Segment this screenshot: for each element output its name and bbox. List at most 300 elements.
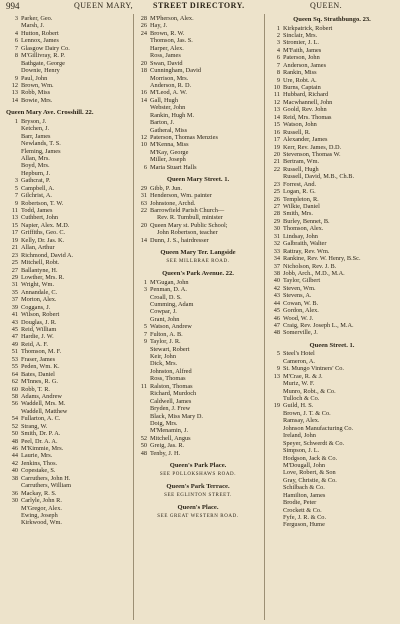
house-number: 46: [273, 314, 280, 322]
house-number: 10: [140, 141, 147, 149]
street-heading: Queen's Park Terrace.: [166, 483, 230, 491]
directory-entry: [135, 450, 261, 457]
directory-entry: [135, 89, 261, 96]
house-number: 23: [273, 180, 280, 188]
directory-entry: [135, 360, 261, 367]
resident-name: M'Gillivray, R. P.: [21, 52, 65, 60]
house-number: 25: [11, 259, 18, 267]
directory-entry: [6, 333, 132, 340]
directory-entry: [135, 316, 261, 323]
house-number: 19: [273, 402, 280, 410]
directory-entry: [6, 67, 132, 74]
resident-name: Ross, Thomas: [150, 375, 186, 383]
directory-entry: [135, 134, 261, 141]
resident-name: Somerville, J.: [283, 329, 318, 337]
directory-entry: [6, 400, 132, 407]
house-number: 26: [273, 195, 280, 203]
resident-name: Gray, Christie, & Co.: [283, 476, 337, 484]
house-number: 9: [14, 199, 18, 207]
directory-entry: [268, 307, 396, 314]
resident-name: M'Gregor, Alex.: [21, 504, 62, 512]
house-number: 50: [140, 442, 147, 450]
house-number: 48: [140, 449, 147, 457]
house-number: 8: [276, 69, 280, 77]
house-number: 5: [143, 323, 147, 331]
house-number: 43: [273, 292, 280, 300]
house-number: 36: [11, 489, 18, 497]
resident-name: Rev. R. Turnbull, minister: [157, 214, 223, 222]
directory-entry: [6, 415, 132, 422]
directory-entry: [6, 438, 132, 445]
directory-entry: [268, 39, 396, 46]
resident-name: Crockett & Co.: [283, 506, 322, 514]
directory-entry: [6, 155, 132, 162]
house-number: 54: [11, 415, 18, 423]
house-number: 12: [140, 134, 147, 141]
directory-entry: [6, 30, 132, 37]
directory-entry: [6, 311, 132, 318]
directory-entry: [268, 255, 396, 262]
resident-name: M'Kimmie, Mrs.: [21, 445, 64, 452]
directory-entry: [6, 170, 132, 177]
house-number: 41: [11, 311, 18, 319]
resident-name: Ireland, John: [283, 432, 316, 440]
directory-entry: [6, 214, 132, 221]
house-number: 4: [14, 29, 18, 37]
resident-name: Henderson, Wm. painter: [150, 192, 212, 200]
resident-name: Taylor, Gilbert: [283, 277, 321, 285]
directory-entry: [135, 229, 261, 236]
resident-name: Hay, J.: [150, 22, 168, 30]
directory-entry: [268, 521, 396, 528]
directory-entry: [6, 519, 132, 526]
directory-entry: [268, 270, 396, 277]
directory-entry: [268, 432, 396, 439]
house-number: 28: [273, 210, 280, 218]
directory-entry: [268, 499, 396, 506]
house-number: 10: [273, 84, 280, 91]
resident-name: Marsh, J.: [21, 22, 45, 30]
directory-entry: [268, 455, 396, 462]
house-number: 7: [276, 61, 280, 69]
resident-name: Ferguson, Hume: [283, 521, 325, 529]
house-number: 14: [140, 96, 147, 104]
directory-entry: [135, 82, 261, 89]
directory-entry: [268, 32, 396, 39]
house-number: 3: [14, 177, 18, 185]
house-number: 37: [11, 296, 18, 304]
directory-entry: [6, 75, 132, 82]
resident-name: Jenkins, Thos.: [21, 459, 58, 467]
resident-name: Rattray, Rev. Wm.: [283, 247, 330, 255]
house-number: 9: [14, 74, 18, 82]
house-number: 12: [273, 98, 280, 106]
directory-entry: [135, 279, 261, 286]
house-number: 44: [273, 299, 280, 307]
resident-name: Anderson, James: [283, 61, 327, 69]
directory-entry: [6, 140, 132, 147]
resident-name: Speyer, Schwerdt & Co.: [283, 439, 345, 447]
street-heading: Queen Mary Street. 1.: [166, 176, 230, 184]
page-number: 994: [6, 1, 20, 11]
resident-name: Robb, T. R.: [21, 385, 50, 393]
resident-name: Thomson, Jas. S.: [150, 37, 193, 45]
directory-entry: [268, 492, 396, 499]
street-heading: Queen's Park Place.: [169, 462, 227, 470]
house-number: 4: [276, 46, 280, 54]
resident-name: Sinclair, Mrs.: [283, 31, 318, 39]
resident-name: Thomson, Alex.: [283, 225, 324, 233]
directory-entry: [135, 301, 261, 308]
house-number: 15: [11, 221, 18, 229]
resident-name: Ralston, Thomas: [150, 382, 193, 390]
directory-entry: [268, 315, 396, 322]
resident-name: Caldwell, James: [150, 397, 192, 405]
directory-entry: [6, 304, 132, 311]
resident-name: Coggans, J.: [21, 303, 51, 311]
house-number: 64: [11, 370, 18, 378]
resident-name: Gibb, P. Jun.: [150, 184, 183, 192]
directory-entry: [268, 173, 396, 180]
resident-name: M'Dougall, John: [283, 461, 326, 469]
resident-name: Stevens, A.: [283, 292, 312, 300]
resident-name: Queen Mary st. Public School;: [150, 221, 228, 229]
resident-name: Fullarton, A. C.: [21, 415, 61, 423]
resident-name: Paterson, John: [283, 54, 320, 62]
resident-name: Gatheral, Miss: [150, 126, 188, 134]
resident-name: Bryden, J. Frew: [150, 405, 191, 413]
directory-entry: [135, 442, 261, 449]
directory-entry: [135, 185, 261, 192]
resident-name: Robertson, T. W.: [21, 199, 64, 207]
directory-column-3: [268, 15, 396, 529]
house-number: 11: [140, 382, 147, 390]
resident-name: Reid, William: [21, 326, 57, 333]
directory-entry: [268, 373, 396, 380]
directory-entry: [6, 289, 132, 296]
directory-entry: [268, 322, 396, 329]
house-number: 19: [11, 236, 18, 244]
house-number: 47: [11, 333, 18, 341]
resident-name: Rankine, Rev. W. Henry, B.Sc.: [283, 255, 361, 263]
resident-name: Wright, Wm.: [21, 281, 55, 289]
resident-name: Allan, Mrs.: [21, 154, 50, 162]
directory-entry: [6, 326, 132, 333]
directory-entry: [268, 300, 396, 307]
house-number: 30: [11, 497, 18, 505]
directory-column-2: [135, 15, 261, 520]
directory-entry: [268, 203, 396, 210]
resident-name: M'Pherson, Alex.: [150, 15, 194, 22]
directory-entry: [6, 460, 132, 467]
directory-entry: [268, 129, 396, 136]
see-reference: SEE POLLOKSHAWS ROAD.: [159, 471, 237, 477]
directory-entry: [6, 200, 132, 207]
house-number: 63: [140, 199, 147, 207]
directory-entry: [6, 482, 132, 489]
directory-entry: [268, 507, 396, 514]
house-number: 14: [11, 96, 18, 104]
directory-entry: [6, 82, 132, 89]
resident-name: Guild, H. S.: [283, 402, 314, 410]
house-number: 8: [14, 52, 18, 60]
directory-entry: [6, 148, 132, 155]
resident-name: Hutton, Robert: [21, 29, 59, 37]
resident-name: Wood, W. J.: [283, 314, 314, 322]
resident-name: Bathgate, George: [21, 59, 65, 67]
house-number: 16: [273, 128, 280, 136]
resident-name: Annandale, C.: [21, 288, 58, 296]
resident-name: Jobb, Arch., M.D., M.A.: [283, 269, 345, 277]
directory-entry: [268, 402, 396, 409]
header-title: STREET DIRECTORY.: [153, 1, 245, 10]
directory-entry: [6, 319, 132, 326]
resident-name: Gathcrat, P.: [21, 177, 51, 185]
resident-name: Greig, Jas. R.: [150, 442, 185, 450]
directory-column-1: [6, 15, 132, 527]
directory-entry: [268, 365, 396, 372]
resident-name: Watson, John: [283, 121, 317, 129]
resident-name: Johnson Manufacturing Co.: [283, 424, 354, 432]
directory-entry: [6, 475, 132, 482]
directory-entry: [6, 386, 132, 393]
directory-entry: [6, 497, 132, 504]
resident-name: Russell, David, M.B., Ch.B.: [283, 173, 355, 181]
directory-entry: [6, 356, 132, 363]
directory-entry: [6, 118, 132, 125]
directory-entry: [6, 222, 132, 229]
house-number: 21: [11, 244, 18, 252]
house-number: 31: [140, 192, 147, 200]
directory-entry: [268, 329, 396, 336]
resident-name: Paterson, Thomas Menzies: [150, 134, 218, 141]
directory-entry: [6, 296, 132, 303]
resident-name: Peel, Dr. A. A.: [21, 437, 58, 445]
house-number: 40: [273, 277, 280, 285]
resident-name: Gordon, Alex.: [283, 307, 319, 315]
house-number: 7: [14, 192, 18, 200]
resident-name: Laurie, Mrs.: [21, 452, 53, 460]
house-number: 9: [276, 365, 280, 373]
directory-entry: [268, 417, 396, 424]
resident-name: Goold, Rev. John: [283, 106, 327, 114]
resident-name: Rankin, Hugh M.: [150, 111, 195, 119]
house-number: 38: [273, 269, 280, 277]
directory-entry: [268, 425, 396, 432]
directory-entry: [6, 423, 132, 430]
resident-name: Johnston, Alfred: [150, 367, 192, 375]
directory-entry: [6, 378, 132, 385]
resident-name: Fleming, James: [21, 147, 61, 155]
street-heading: Queen Sq. Strathbungo. 23.: [293, 16, 371, 23]
directory-entry: [268, 47, 396, 54]
directory-entry: [268, 462, 396, 469]
resident-name: Ballantyne, H.: [21, 266, 58, 274]
directory-entry: [135, 67, 261, 74]
directory-entry: [135, 427, 261, 434]
resident-name: Strang, W.: [21, 422, 48, 430]
directory-entry: [135, 60, 261, 67]
directory-entry: [268, 99, 396, 106]
resident-name: Newlands, T. S.: [21, 140, 61, 148]
directory-entry: [268, 380, 396, 387]
resident-name: Lowther, Mrs. R.: [21, 273, 65, 281]
directory-entry: [268, 54, 396, 61]
resident-name: Bowie, Mrs.: [21, 96, 53, 104]
house-number: 22: [273, 165, 280, 173]
resident-name: Maria Stuart Halls: [150, 163, 197, 171]
directory-entry: [6, 371, 132, 378]
house-number: 9: [143, 338, 147, 346]
directory-entry: [268, 447, 396, 454]
house-number: 55: [11, 363, 18, 371]
house-number: 62: [11, 378, 18, 386]
resident-name: Cunningham, David: [150, 67, 202, 75]
directory-entry: [135, 104, 261, 111]
resident-name: Cameron, A.: [283, 357, 316, 365]
resident-name: Morton, Alex.: [21, 296, 57, 304]
directory-entry: [268, 484, 396, 491]
resident-name: Tulloch & Co.: [283, 395, 320, 402]
directory-entry: [135, 37, 261, 44]
directory-entry: [135, 346, 261, 353]
resident-name: Wilkie, Daniel: [283, 203, 320, 210]
resident-name: Brodie, Peter: [283, 499, 317, 507]
directory-entry: [135, 435, 261, 442]
resident-name: Richmond, David A.: [21, 251, 74, 259]
house-number: 27: [273, 203, 280, 210]
house-number: 1: [276, 24, 280, 32]
directory-entry: [268, 62, 396, 69]
directory-entry: [6, 445, 132, 452]
house-number: 7: [14, 44, 18, 52]
house-number: 1: [143, 278, 147, 286]
resident-name: Bates, Daniel: [21, 370, 55, 378]
resident-name: Kirkpatrick, Robert: [283, 24, 333, 32]
house-number: 38: [11, 474, 18, 482]
house-number: 3: [276, 39, 280, 47]
directory-entry: [6, 512, 132, 519]
directory-entry: [6, 252, 132, 259]
directory-entry: [6, 125, 132, 132]
house-number: 26: [140, 22, 147, 30]
resident-name: Mitchell, Robt.: [21, 259, 60, 267]
house-number: 49: [11, 340, 18, 348]
house-number: 18: [140, 67, 147, 75]
directory-entry: [268, 106, 396, 113]
house-number: 6: [14, 37, 18, 45]
directory-entry: [135, 383, 261, 390]
directory-entry: [6, 490, 132, 497]
directory-entry: [135, 200, 261, 207]
resident-name: Ketchen, J.: [21, 125, 50, 133]
directory-entry: [268, 292, 396, 299]
house-number: 31: [11, 281, 18, 289]
house-number: 16: [140, 89, 147, 97]
directory-entry: [135, 52, 261, 59]
house-number: 11: [273, 91, 280, 99]
resident-name: Ewing, Joseph: [21, 511, 58, 519]
resident-name: Love, Robert, & Son: [283, 469, 336, 477]
house-number: 9: [276, 76, 280, 84]
directory-entry: [268, 144, 396, 151]
house-number: 29: [273, 217, 280, 225]
resident-name: Black, Miss Mary D.: [150, 412, 203, 420]
directory-entry: [135, 97, 261, 104]
directory-entry: [268, 121, 396, 128]
see-reference: SEE EGLINTON STREET.: [164, 492, 232, 498]
resident-name: Barr, James: [21, 132, 51, 140]
house-number: 15: [273, 121, 280, 129]
house-number: 37: [273, 262, 280, 270]
resident-name: Carruthers, William: [21, 482, 71, 490]
resident-name: Watson, Andrew: [150, 323, 192, 331]
resident-name: Russell, R.: [283, 128, 311, 136]
house-number: 43: [11, 318, 18, 326]
resident-name: Todd, James: [21, 207, 53, 214]
directory-entry: [135, 413, 261, 420]
resident-name: Ure, Robt. A.: [283, 76, 317, 84]
house-number: 47: [273, 322, 280, 329]
house-number: 42: [11, 459, 18, 467]
directory-entry: [135, 420, 261, 427]
directory-entry: [135, 390, 261, 397]
directory-entry: [6, 133, 132, 140]
house-number: 2: [276, 31, 280, 39]
resident-name: Ramsay, Alex.: [283, 417, 320, 425]
house-number: 27: [11, 266, 18, 274]
house-number: 51: [11, 348, 18, 356]
resident-name: Robb, Miss: [21, 89, 51, 97]
resident-name: Downie, Henry: [21, 67, 60, 75]
resident-name: Douglas, J. R.: [21, 318, 57, 326]
resident-name: Cuthbert, John: [21, 214, 59, 222]
house-number: 30: [273, 225, 280, 233]
running-header: [4, 0, 394, 12]
directory-entry: [268, 388, 396, 395]
house-number: 29: [11, 273, 18, 281]
directory-entry: [6, 274, 132, 281]
resident-name: M'Kenna, Miss: [150, 141, 189, 149]
house-number: 3: [14, 15, 18, 22]
street-heading: Queen Street. 1.: [309, 341, 355, 349]
street-heading: Queen's Park Avenue. 22.: [162, 270, 234, 278]
house-number: 28: [140, 15, 147, 22]
directory-entry: [135, 141, 261, 148]
house-number: 44: [11, 452, 18, 460]
resident-name: Waddell, Matthew: [21, 407, 68, 415]
house-number: 34: [273, 255, 280, 263]
resident-name: Bryson, J.: [21, 117, 47, 125]
directory-entry: [268, 477, 396, 484]
resident-name: Smith, Mrs.: [283, 210, 313, 218]
house-number: 20: [140, 221, 147, 229]
house-number: 6: [143, 163, 147, 171]
directory-entry: [268, 358, 396, 365]
resident-name: Taylor, J. R.: [150, 338, 181, 346]
directory-entry: [135, 164, 261, 171]
house-number: 50: [11, 430, 18, 438]
resident-name: Wilson, Robert: [21, 311, 60, 319]
resident-name: Allan, Arthur: [21, 244, 55, 252]
house-number: 29: [140, 184, 147, 192]
resident-name: Carlyle, John R.: [21, 497, 62, 505]
directory-entry: [6, 45, 132, 52]
resident-name: Steel's Hotel: [283, 350, 315, 358]
house-number: 24: [140, 29, 147, 37]
directory-entry: [268, 350, 396, 357]
directory-entry: [6, 97, 132, 104]
